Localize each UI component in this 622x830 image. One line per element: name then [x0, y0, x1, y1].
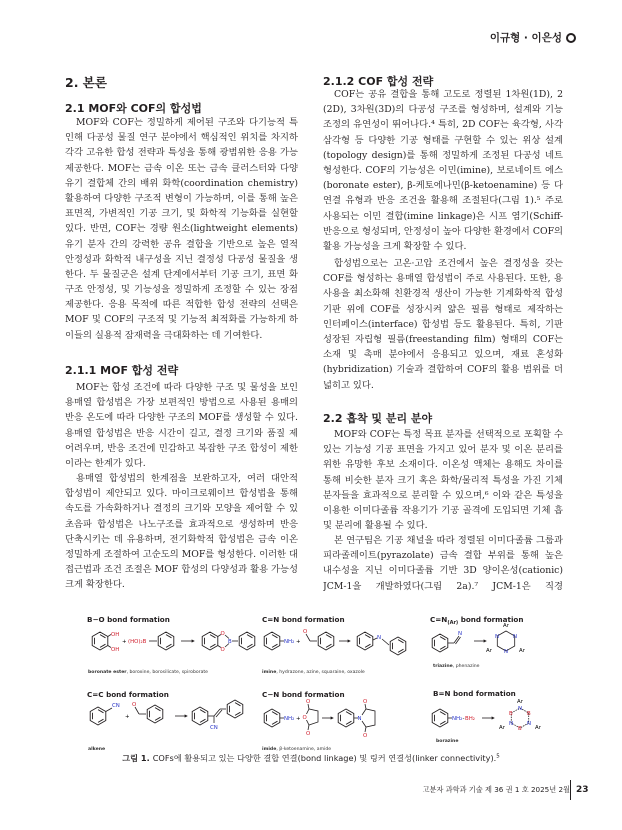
text-line: 유기 분자 간의 강력한 공유 결합을 기반으로 높은 열적 — [65, 238, 298, 250]
text-line: 사용을 최소화해 친환경적 생산이 가능한 기계화학적 합성 — [323, 288, 563, 300]
text-line: 형성한다. COF의 기능성은 이민(imine), 보로네이트 에스 — [323, 164, 563, 176]
text-line: 성장된 자립형 필름(freestanding film) 형태의 COF는 — [323, 333, 563, 345]
text-line: 합성법이 제안되고 있다. 마이크로웨이브 합성법을 통해 — [65, 488, 298, 500]
plus-sign: + — [122, 639, 127, 645]
atom-label: N — [377, 635, 382, 641]
text-line: COF는 공유 결합을 통해 고도로 정렬된 1차원(1D), 2 — [334, 89, 563, 100]
text-line: 위한 유망한 후보 소재이다. 이온성 액체는 용해도 차이를 — [323, 459, 563, 471]
subsection-title: 2.2 흡착 및 분리 분야 — [323, 412, 433, 425]
text-line: 단축시키는 데 유용하며, 전기화학적 합성법은 금속 이온 — [65, 533, 298, 545]
atom-label: O — [363, 699, 368, 705]
linkage-main: triazine — [433, 664, 453, 669]
text-line: 내수성을 지닌 이미다졸륨 기반 3D 양이온성(cationic) — [323, 565, 563, 577]
linkage-types — [88, 669, 208, 675]
text-line: 반응 온도에 따라 다양한 구조의 MOF를 생성할 수 있다. — [65, 412, 298, 424]
text-line: 용매열 합성법은 가장 보편적인 방법으로 사용된 용매의 — [65, 397, 298, 409]
atom-label: B — [518, 726, 522, 732]
text-line: COF를 형성하는 용매열 합성법이 주로 사용된다. 또한, 용 — [323, 273, 563, 285]
text-line: 사용되는 이민 결합(imine linkage)은 시프 염기(Schiff- — [323, 210, 563, 222]
atom-label: Ar — [519, 648, 525, 654]
linkage-others: , phenazine — [452, 664, 480, 669]
linkage-main: boronate ester — [88, 670, 127, 675]
text-line: 활용하여 다양한 구조적 변형이 가능하며, 이를 통해 높은 — [65, 192, 298, 204]
panel-title: C=C bond formation — [87, 690, 169, 699]
plus-sign: + — [296, 639, 301, 645]
atom-label: CN — [112, 703, 120, 709]
atom-label: BH₂ — [465, 716, 475, 722]
linkage-types — [262, 669, 365, 675]
benzene-ring — [432, 634, 448, 652]
atom-label: (HO)₂B — [128, 639, 147, 645]
text-line: 이라는 한계가 있다. — [65, 457, 146, 469]
atom-label: N — [504, 649, 509, 655]
atom-label: N — [357, 716, 362, 722]
title-rest: bond formation — [458, 615, 524, 624]
atom-label: N — [458, 631, 463, 637]
text-line: 반응으로 형성되며, 안정성이 높아 다양한 환경에서 COF의 — [323, 225, 563, 237]
text-line: 분자들을 효과적으로 분리할 수 있으며,⁶ 이와 같은 특성을 — [323, 489, 563, 501]
benzene-ring — [318, 632, 334, 650]
atom-label: Ar — [535, 725, 541, 731]
bond — [306, 634, 310, 641]
bond-dash: - — [462, 716, 465, 722]
subsection-title: 2.1 MOF와 COF의 합성법 — [65, 102, 202, 115]
panel-title: C−N bond formation — [262, 690, 345, 699]
title-subscript: (Ar) — [447, 620, 459, 626]
page-number: 23 — [576, 785, 589, 795]
atom-label: Ar — [499, 725, 505, 731]
bond — [225, 635, 229, 639]
text-line: (topology design)를 통해 정밀하게 조정된 다공성 네트 — [323, 149, 563, 161]
text-line: 표면적, 가변적인 기공 크기, 및 화학적 기능화를 실현할 — [65, 208, 298, 220]
benzene-ring — [338, 709, 354, 727]
caption-text: COFs에 활용되고 있는 다양한 결합 연결(bond linkage) 및 링커 연결성(linker connectivity). — [152, 753, 497, 763]
caption-reference: 5 — [496, 753, 500, 760]
text-line: 있다. 반면, COF는 경량 원소(lightweight elements) — [65, 223, 298, 235]
title-main: C=N — [430, 615, 448, 624]
text-line: 용매열 합성법의 한계점을 보완하고자, 여러 대안적 — [76, 473, 298, 484]
panel-cn-single-bond — [262, 690, 375, 752]
atom-label: O — [303, 629, 308, 635]
atom-label: N — [518, 706, 523, 712]
text-line: MOF와 COF는 특정 목표 분자를 선택적으로 포획할 수 — [334, 429, 563, 440]
atom-label: Ar — [486, 648, 492, 654]
atom-label: N — [495, 634, 500, 640]
text-line: 본 연구팀은 기공 채널을 따라 정렬된 이미다졸륨 그룹과 — [334, 535, 563, 546]
plus-sign: + — [125, 714, 130, 720]
double-bond — [216, 710, 222, 717]
text-line: 활용 가능성을 크게 확장할 수 있다. — [323, 240, 467, 252]
linkage-types — [262, 746, 331, 752]
benzene-ring — [239, 632, 255, 650]
atom-label: B — [509, 711, 513, 717]
text-line: 각각 고유한 합성 전략과 특성을 통해 광범위한 응용 가능 — [65, 147, 298, 159]
text-line: 이용한 이미다졸륨 작용기가 기공 골격에 도입되면 기체 흡 — [323, 504, 563, 516]
benzene-ring — [390, 637, 406, 655]
text-line: 합성법으로는 고온·고압 조건에서 높은 결정성을 갖는 — [334, 258, 563, 269]
text-line: MOF는 합성 조건에 따라 다양한 구조 및 물성을 보인 — [76, 382, 298, 393]
linkage-main: borazine — [436, 739, 459, 744]
section-title: 2. 본론 — [65, 75, 107, 90]
atom-label: Ar — [517, 699, 523, 705]
text-line: 안정성과 화학적 내구성을 지닌 결정성 다공성 물질을 생 — [65, 253, 298, 265]
text-line: 기판 위에 COF를 성장시켜 얇은 필름 형태로 제작하는 — [323, 303, 563, 315]
panel-title: C=N bond formation — [262, 615, 345, 624]
bond — [135, 707, 139, 714]
panel-cc-bond — [87, 690, 243, 752]
text-line: 조정의 유연성이 뛰어나다.⁴ 특히, 2D COF는 육각형, 사각 — [323, 119, 563, 131]
double-bond — [214, 709, 220, 716]
text-line: 크게 확장한다. — [65, 579, 125, 591]
text-line: 인해 다공성 물질 연구 분야에서 핵심적인 위치를 차지하 — [65, 132, 298, 144]
text-line: 통해 비슷한 분자 크기 혹은 화학/물리적 특성을 가진 기체 — [323, 474, 563, 486]
benzene-ring — [158, 632, 174, 650]
atom-label: O — [220, 647, 225, 653]
text-line: 용매열 합성법은 반응 시간이 길고, 결정 크기와 품질 제 — [65, 427, 298, 439]
journal-footer: 고분자 과학과 기술 제 36 권 1 호 2025년 2월 — [422, 785, 570, 794]
linkage-main: imide — [262, 747, 277, 752]
linkage-main: alkene — [88, 747, 106, 752]
benzene-ring — [202, 632, 218, 650]
atom-label: O — [306, 731, 311, 737]
benzene-ring — [357, 632, 373, 650]
text-line: 삼각형 등 다양한 기공 형태를 구현할 수 있는 위상 설계 — [323, 134, 563, 146]
linkage-others: , β-ketoenamine, amide — [276, 747, 332, 752]
atom-label: NH₂ — [452, 716, 463, 722]
footer-divider — [570, 780, 571, 800]
benzene-ring — [192, 707, 208, 725]
text-line: MOF와 COF는 정밀하게 제어된 구조와 다기능적 특 — [76, 117, 298, 128]
text-line: 인터페이스(interface) 합성법 등도 활용된다. 특히, 기판 — [323, 318, 563, 330]
atom-label: OH — [111, 647, 120, 653]
benzene-ring — [90, 707, 106, 725]
atom-label: NH₂ — [284, 716, 295, 722]
linkage-types — [88, 746, 105, 752]
text-line: 및 분리에 활용될 수 있다. — [323, 520, 428, 532]
atom-label: B — [228, 639, 232, 645]
text-line: 어려우며, 반응 조건에 민감하고 복잡한 구조 합성이 제한 — [65, 442, 298, 454]
text-line: JCM-1을 개발하였다(그림 2a).⁷ JCM-1은 직경 — [323, 580, 563, 592]
atom-label: O — [363, 733, 368, 739]
caption-label: 그림 1. — [122, 753, 150, 763]
linkage-types — [433, 663, 480, 669]
text-line: 제공한다. MOF는 금속 이온 또는 금속 클러스터와 다양 — [65, 162, 298, 174]
atom-label: O — [302, 715, 307, 721]
atom-label: NH₂ — [284, 639, 295, 645]
subsection-title: 2.1.1 MOF 합성 전략 — [65, 364, 179, 377]
figure-caption — [0, 753, 622, 764]
text-line: 접근법과 조건 조절은 MOF 합성의 다양성과 활용 가능성 — [65, 564, 298, 576]
panel-title: B−O bond formation — [87, 615, 170, 624]
text-line: 초음파 합성법은 나노구조를 효과적으로 생성하며 반응 — [65, 518, 298, 530]
text-line: (hybridization) 기술과 결합하여 COF의 활용 범위를 더 — [323, 364, 563, 376]
text-line: 유기 결합체 간의 배위 화학(coordination chemistry) — [65, 177, 298, 189]
atom-label: O — [306, 699, 311, 705]
panel-bn-bond — [432, 689, 541, 744]
linkage-others: , hydrazone, azine, squaraine, oxazole — [276, 670, 365, 675]
atom-label: N — [527, 721, 532, 727]
text-line: 정밀하게 조절하여 고순도의 MOF를 형성한다. 이러한 대 — [65, 548, 298, 560]
benzene-ring — [147, 705, 163, 723]
text-line: (2D), 3차원(3D)의 다공성 구조를 형성하며, 설계와 기능 — [323, 104, 563, 116]
text-line: MOF 및 COF의 구조적 및 기능적 최적화를 가능하게 하 — [65, 314, 298, 326]
benzene-ring — [432, 709, 448, 727]
bond — [382, 639, 389, 645]
linkage-others: , boroxine, borosilicate, spiroborate — [126, 670, 209, 675]
atom-label: O — [220, 631, 225, 637]
text-line: (boronate ester), β-케토에나민(β-ketoenamine) 등 다 — [323, 180, 563, 192]
panel-bo-bond — [87, 615, 255, 675]
panel-title — [430, 615, 523, 626]
atom-label: Ar — [503, 623, 509, 629]
atom-label: CN — [210, 725, 218, 731]
text-line: 피라졸레이트(pyrazolate) 금속 결합 부위를 통해 높은 — [323, 550, 563, 562]
imide-ring — [362, 709, 375, 727]
text-line: 넓히고 있다. — [323, 379, 374, 391]
text-line: 소재 및 촉매 분야에서 응용되고 있으며, 재료 혼성화 — [323, 349, 563, 361]
panel-title: B=N bond formation — [433, 689, 516, 698]
text-line: 구조 안정성, 및 기능성을 정밀하게 조정할 수 있는 장점 — [65, 284, 298, 296]
text-line: 연결 유형과 반응 조건을 활용해 조절된다(그림 1).⁵ 주로 — [323, 195, 563, 207]
panel-cn-double-bond — [262, 615, 406, 675]
panel-triazine-bond — [430, 615, 526, 669]
author-names: 이규형 · 이은성 — [489, 32, 562, 44]
benzene-ring — [92, 632, 108, 650]
text-line: 제공한다. 응용 목적에 따른 적합한 합성 전략의 선택은 — [65, 299, 298, 311]
atom-label: N — [509, 721, 514, 727]
plus-sign: + — [296, 716, 301, 722]
subsection-title: 2.1.2 COF 합성 전략 — [323, 75, 434, 88]
bond — [365, 727, 366, 732]
benzene-ring — [264, 709, 280, 727]
linkage-types — [436, 738, 458, 744]
text-line: 한다. 두 물질군은 설계 단계에서부터 기공 크기, 표면 화 — [65, 268, 298, 280]
atom-label: N — [513, 634, 518, 640]
atom-label: O — [132, 702, 137, 708]
text-line: 이들의 실용적 잠재력을 극대화하는 데 기여한다. — [65, 329, 263, 341]
bond — [308, 725, 309, 730]
text-line: 있는 기능성 기공 표면을 가지고 있어 분자 및 이온 분리를 — [323, 444, 563, 456]
text-line: 속도를 가속화하거나 결정의 크기와 모양을 제어할 수 있 — [65, 503, 298, 515]
benzene-ring — [264, 632, 280, 650]
atom-label: OH — [111, 632, 120, 638]
atom-label: B — [527, 711, 531, 717]
linkage-main: imine — [262, 670, 277, 675]
benzene-ring — [227, 700, 243, 718]
